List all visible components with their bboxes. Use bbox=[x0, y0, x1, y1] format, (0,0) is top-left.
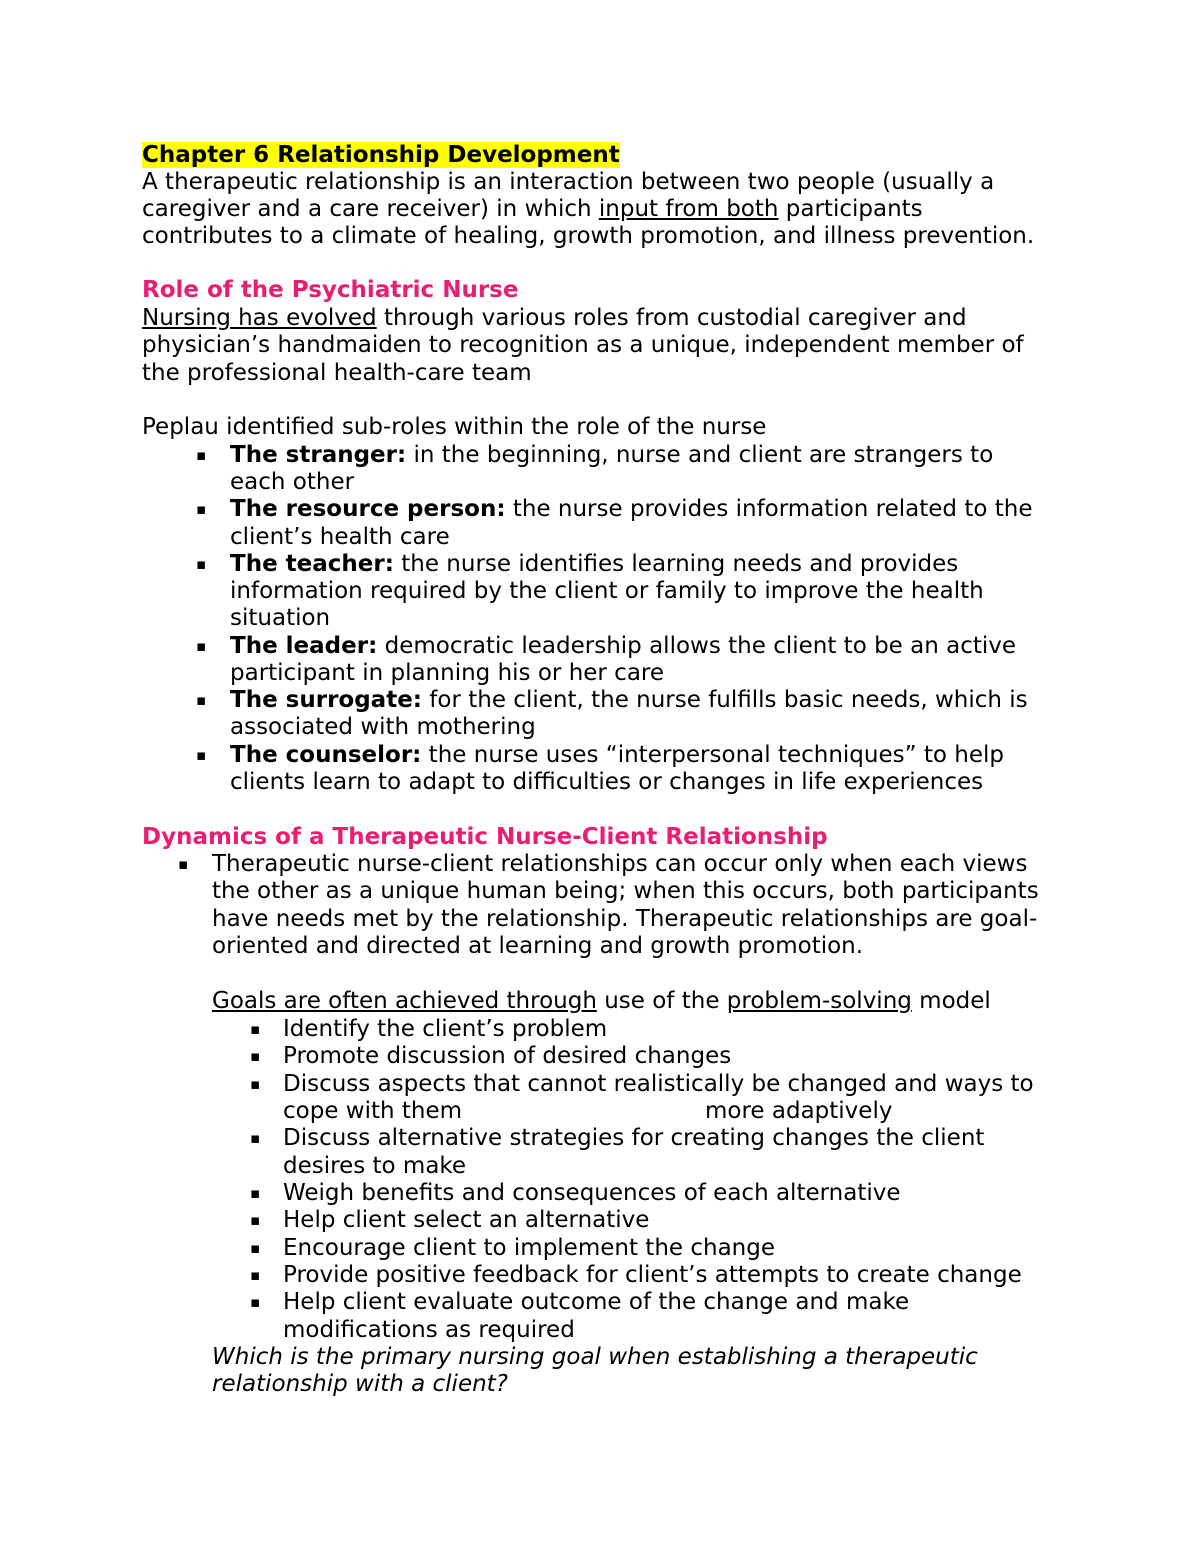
role-term: The leader: bbox=[230, 633, 378, 659]
step-item: Encourage client to implement the change bbox=[283, 1235, 775, 1261]
step-item-cont-b: more adaptively bbox=[705, 1098, 893, 1124]
dynamics-para-3: have needs met by the relationship. Therapeutic relationships are goal- bbox=[212, 906, 1038, 932]
goals-underline-1: Goals are often achieved through bbox=[212, 988, 597, 1014]
role-item-stranger bbox=[230, 442, 993, 469]
bullet-icon: ▪ bbox=[250, 1239, 261, 1257]
intro-underline: input from both bbox=[598, 196, 779, 222]
role-term: The stranger: bbox=[230, 442, 407, 468]
question-line-2: relationship with a client? bbox=[212, 1371, 508, 1397]
dynamics-para-1: Therapeutic nurse-client relationships can occur only when each views bbox=[212, 851, 1028, 877]
step-item: Help client evaluate outcome of the change and make bbox=[283, 1289, 910, 1315]
peplau-line: Peplau identified sub-roles within the role of the nurse bbox=[142, 414, 767, 440]
intro-line-1: A therapeutic relationship is an interaction between two people (usually a bbox=[142, 169, 995, 195]
role-desc: democratic leadership allows the client to be an active bbox=[377, 633, 1017, 659]
step-item: Help client select an alternative bbox=[283, 1207, 650, 1233]
bullet-icon: ▪ bbox=[250, 1129, 261, 1147]
role-heading: Role of the Psychiatric Nurse bbox=[142, 277, 519, 303]
bullet-icon: ▪ bbox=[196, 691, 207, 709]
bullet-icon: ▪ bbox=[250, 1184, 261, 1202]
goals-text: use of the bbox=[596, 988, 727, 1014]
title-highlight: Chapter 6 Relationship Development bbox=[142, 142, 620, 168]
page-title bbox=[142, 142, 620, 169]
step-item-cont-a: cope with them bbox=[283, 1098, 463, 1124]
role-underline: Nursing has evolved bbox=[142, 305, 377, 331]
step-item: Weigh benefits and consequences of each alternative bbox=[283, 1180, 901, 1206]
role-item-resource-cont: client’s health care bbox=[230, 524, 450, 550]
step-item: Identify the client’s problem bbox=[283, 1016, 608, 1042]
role-text: through various roles from custodial caregiver and bbox=[376, 305, 967, 331]
goals-end: model bbox=[911, 988, 991, 1014]
dynamics-para-2: the other as a unique human being; when this occurs, both participants bbox=[212, 878, 1039, 904]
step-item: Discuss aspects that cannot realistically be changed and ways to bbox=[283, 1071, 1034, 1097]
role-line-1 bbox=[142, 305, 967, 332]
role-item-counselor-cont: clients learn to adapt to difficulties or changes in life experiences bbox=[230, 769, 984, 795]
role-desc: the nurse uses “interpersonal techniques” to help bbox=[421, 742, 1004, 768]
step-item: Discuss alternative strategies for creating changes the client bbox=[283, 1125, 985, 1151]
intro-line-3: contributes to a climate of healing, growth promotion, and illness prevention. bbox=[142, 223, 1035, 249]
role-item-leader bbox=[230, 633, 1016, 660]
intro-text-a: caregiver and a care receiver) in which bbox=[142, 196, 599, 222]
bullet-icon: ▪ bbox=[250, 1266, 261, 1284]
bullet-icon: ▪ bbox=[250, 1211, 261, 1229]
role-desc: in the beginning, nurse and client are strangers to bbox=[406, 442, 994, 468]
role-item-teacher-cont-2: situation bbox=[230, 605, 331, 631]
role-item-surrogate bbox=[230, 687, 1028, 714]
role-item-counselor bbox=[230, 742, 1004, 769]
bullet-icon: ▪ bbox=[250, 1020, 261, 1038]
bullet-icon: ▪ bbox=[178, 855, 189, 873]
intro-line-2 bbox=[142, 196, 923, 223]
dynamics-para-4: oriented and directed at learning and growth promotion. bbox=[212, 933, 864, 959]
bullet-icon: ▪ bbox=[196, 746, 207, 764]
role-item-resource bbox=[230, 496, 1033, 523]
role-item-stranger-cont: each other bbox=[230, 469, 355, 495]
bullet-icon: ▪ bbox=[250, 1293, 261, 1311]
role-term: The counselor: bbox=[230, 742, 422, 768]
role-item-surrogate-cont: associated with mothering bbox=[230, 714, 536, 740]
role-item-teacher-cont-1: information required by the client or family to improve the health bbox=[230, 578, 984, 604]
role-desc: the nurse provides information related to the bbox=[505, 496, 1033, 522]
bullet-icon: ▪ bbox=[250, 1075, 261, 1093]
role-item-leader-cont: participant in planning his or her care bbox=[230, 660, 665, 686]
step-item: Provide positive feedback for client’s attempts to create change bbox=[283, 1262, 1022, 1288]
role-line-3: the professional health-care team bbox=[142, 360, 532, 386]
step-item: Promote discussion of desired changes bbox=[283, 1043, 732, 1069]
dynamics-heading: Dynamics of a Therapeutic Nurse-Client Relationship bbox=[142, 824, 828, 850]
bullet-icon: ▪ bbox=[196, 446, 207, 464]
bullet-icon: ▪ bbox=[196, 555, 207, 573]
question-line-1: Which is the primary nursing goal when establishing a therapeutic bbox=[212, 1344, 978, 1370]
role-desc: for the client, the nurse fulfills basic needs, which is bbox=[422, 687, 1028, 713]
goals-underline-2: problem-solving bbox=[726, 988, 912, 1014]
role-desc: the nurse identifies learning needs and provides bbox=[393, 551, 959, 577]
role-term: The surrogate: bbox=[230, 687, 422, 713]
bullet-icon: ▪ bbox=[250, 1047, 261, 1065]
role-term: The teacher: bbox=[230, 551, 394, 577]
step-item-cont: desires to make bbox=[283, 1153, 467, 1179]
goals-line bbox=[212, 988, 991, 1015]
step-item-cont: modifications as required bbox=[283, 1317, 575, 1343]
intro-text-b: participants bbox=[778, 196, 923, 222]
bullet-icon: ▪ bbox=[196, 637, 207, 655]
role-line-2: physician’s handmaiden to recognition as a unique, independent member of bbox=[142, 332, 1024, 358]
role-item-teacher bbox=[230, 551, 958, 578]
bullet-icon: ▪ bbox=[196, 500, 207, 518]
role-term: The resource person: bbox=[230, 496, 506, 522]
